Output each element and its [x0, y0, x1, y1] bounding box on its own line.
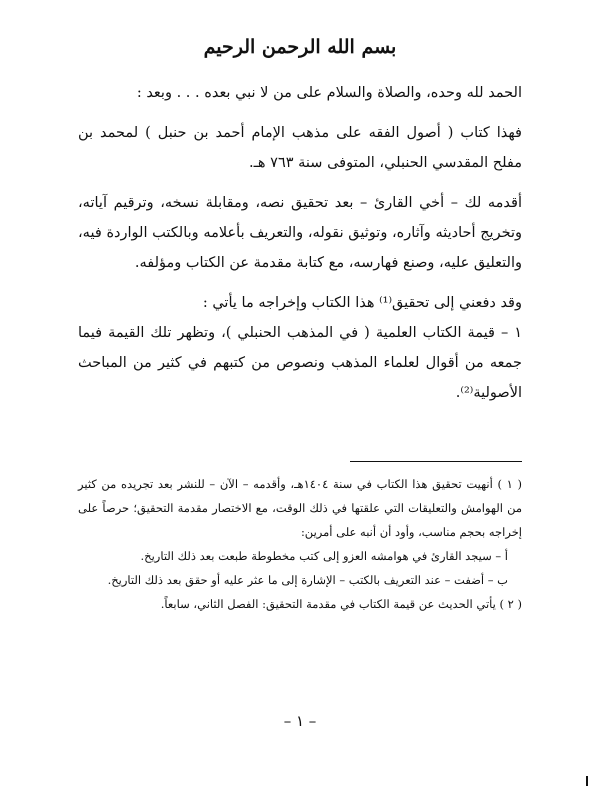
paragraph-opening: الحمد لله وحده، والصلاة والسلام على من لا نبي بعده . . . وبعد :: [136, 85, 522, 101]
page-number: – ١ –: [283, 712, 317, 730]
paragraph-book-title: فهذا كتاب ( أصول الفقه على مذهب الإمام أحمد بن حنبل ) لمحمد بن مفلح المقدسي الحنبلي، المتوفى سنة ٧٦٣ هـ.: [78, 125, 522, 171]
footnote-1-item-b: ب – أضفت – عند التعريف بالكتب – الإشارة إلى ما عثر عليه أو حقق بعد ذلك التاريخ.: [107, 573, 508, 587]
basmala-heading: بسم الله الرحمن الرحيم: [203, 36, 397, 58]
paragraph-reason-one: ١ – قيمة الكتاب العلمية ( في المذهب الحنبلي )، وتظهر تلك القيمة فيما جمعه من أقوال لعلماء المذهب ونصوص من كتبهم في كثير من المباحث الأصولية⁽²⁾.: [78, 325, 522, 401]
main-text: [78, 78, 522, 408]
footnote-1-item-a: أ – سيجد القارئ في هوامشه العزو إلى كتب مخطوطة طبعت بعد ذلك التاريخ.: [140, 549, 508, 563]
paragraph-motivation: وقد دفعني إلى تحقيق⁽¹⁾ هذا الكتاب وإخراجه ما يأتي :: [202, 295, 522, 311]
footnote-1: ( ١ ) أنهيت تحقيق هذا الكتاب في سنة ١٤٠٤هـ، وأقدمه – الآن – للنشر بعد تجريده من كثير من الهوامش والتعليقات التي علقتها في ذلك الوقت، مع الاختصار مقدمة التحقيق؛ حرصاً على إخراجه بحجم مناسب، وأود أن أنبه على أمرين:: [78, 477, 522, 539]
footnote-2: ( ٢ ) يأتي الحديث عن قيمة الكتاب في مقدمة التحقيق: الفصل الثاني، سابعاً.: [160, 597, 522, 611]
scan-edge-mark: [586, 776, 588, 786]
footnotes: [78, 472, 522, 616]
footnote-divider: [350, 461, 522, 462]
paragraph-editing-work: أقدمه لك – أخي القارئ – بعد تحقيق نصه، ومقابلة نسخه، وترقيم آياته، وتخريج أحاديثه وآثاره، وتوثيق نقوله، والتعريف بأعلامه وبالكتب الواردة فيه، والتعليق عليه، وصنع فهارسه، مع كتابة مقدمة عن الكتاب ومؤلفه.: [78, 195, 522, 271]
